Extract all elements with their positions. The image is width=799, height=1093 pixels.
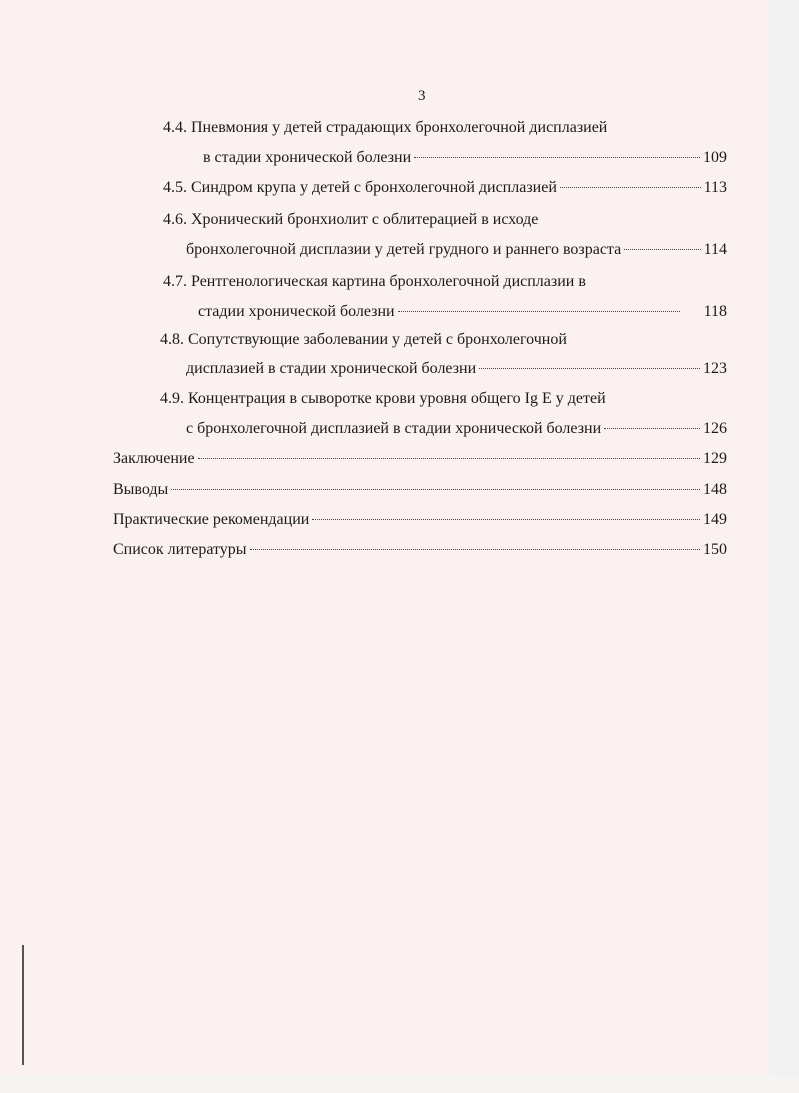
toc-entry-text: Список литературы xyxy=(113,541,247,558)
toc-page-number: 113 xyxy=(703,179,727,196)
leader-dots xyxy=(624,249,700,250)
toc-entry-text: дисплазией в стадии хронической болезни xyxy=(186,360,477,377)
toc-entry-text: Выводы xyxy=(113,481,169,498)
toc-entry-4-9-line1 xyxy=(160,389,606,409)
toc-entry-text: 4.7. Рентгенологическая картина бронхолегочной дисплазии в xyxy=(163,273,586,290)
toc-page-number: 109 xyxy=(703,149,727,166)
toc-entry-4-8-line2 xyxy=(186,359,727,379)
toc-entry-4-7-line1 xyxy=(163,272,586,292)
toc-entry-text: 4.6. Хронический бронхиолит с облитерацией в исходе xyxy=(163,211,539,228)
toc-entry-text: стадии хронической болезни xyxy=(198,303,395,320)
toc-entry-4-6-line2 xyxy=(186,240,727,260)
toc-entry-4-7-line2 xyxy=(198,302,727,322)
toc-entry-bibliography xyxy=(113,540,727,560)
leader-dots xyxy=(479,368,700,369)
toc-page-number: 148 xyxy=(703,481,727,498)
toc-entry-text: бронхолегочной дисплазии у детей грудного и раннего возраста xyxy=(186,241,622,258)
toc-page-number: 129 xyxy=(703,450,727,467)
scan-edge-bottom xyxy=(0,1075,799,1093)
toc-page-number: 118 xyxy=(703,303,727,320)
toc-entry-4-8-line1 xyxy=(160,330,567,350)
leader-dots xyxy=(604,428,700,429)
toc-entry-text: в стадии хронической болезни xyxy=(203,149,412,166)
toc-entry-conclusion xyxy=(113,449,727,469)
toc-entry-text: 4.5. Синдром крупа у детей с бронхолегочной дисплазией xyxy=(163,179,557,196)
toc-entry-text: с бронхолегочной дисплазией в стадии хронической болезни xyxy=(186,420,602,437)
page-number: 3 xyxy=(418,88,426,104)
scan-edge-left xyxy=(22,945,24,1065)
scan-edge-right xyxy=(769,0,799,1093)
toc-entry-text: 4.8. Сопутствующие заболевании у детей с бронхолегочной xyxy=(160,331,567,348)
toc-page-number: 149 xyxy=(703,511,727,528)
toc-page-number: 123 xyxy=(703,360,727,377)
toc-entry-4-4-line1 xyxy=(163,118,607,138)
toc-entry-4-9-line2 xyxy=(186,419,727,439)
toc-page-number: 126 xyxy=(703,420,727,437)
toc-entry-findings xyxy=(113,480,727,500)
toc-entry-text: Заключение xyxy=(113,450,195,467)
leader-dots xyxy=(414,157,700,158)
leader-dots xyxy=(560,187,701,188)
leader-dots xyxy=(312,519,700,520)
toc-entry-text: 4.9. Концентрация в сыворотке крови уровня общего Ig E у детей xyxy=(160,390,606,407)
leader-dots xyxy=(250,549,700,550)
toc-entry-text: Практические рекомендации xyxy=(113,511,310,528)
toc-page-number: 150 xyxy=(703,541,727,558)
toc-page-number: 114 xyxy=(703,241,727,258)
toc-entry-4-6-line1 xyxy=(163,210,538,230)
toc-entry-text: 4.4. Пневмония у детей страдающих бронхолегочной дисплазией xyxy=(163,119,608,136)
toc-entry-4-5 xyxy=(163,178,727,198)
leader-dots xyxy=(398,311,680,312)
toc-entry-4-4-line2 xyxy=(203,148,727,168)
toc-entry-recommendations xyxy=(113,510,727,530)
leader-dots xyxy=(171,489,700,490)
leader-dots xyxy=(198,458,700,459)
